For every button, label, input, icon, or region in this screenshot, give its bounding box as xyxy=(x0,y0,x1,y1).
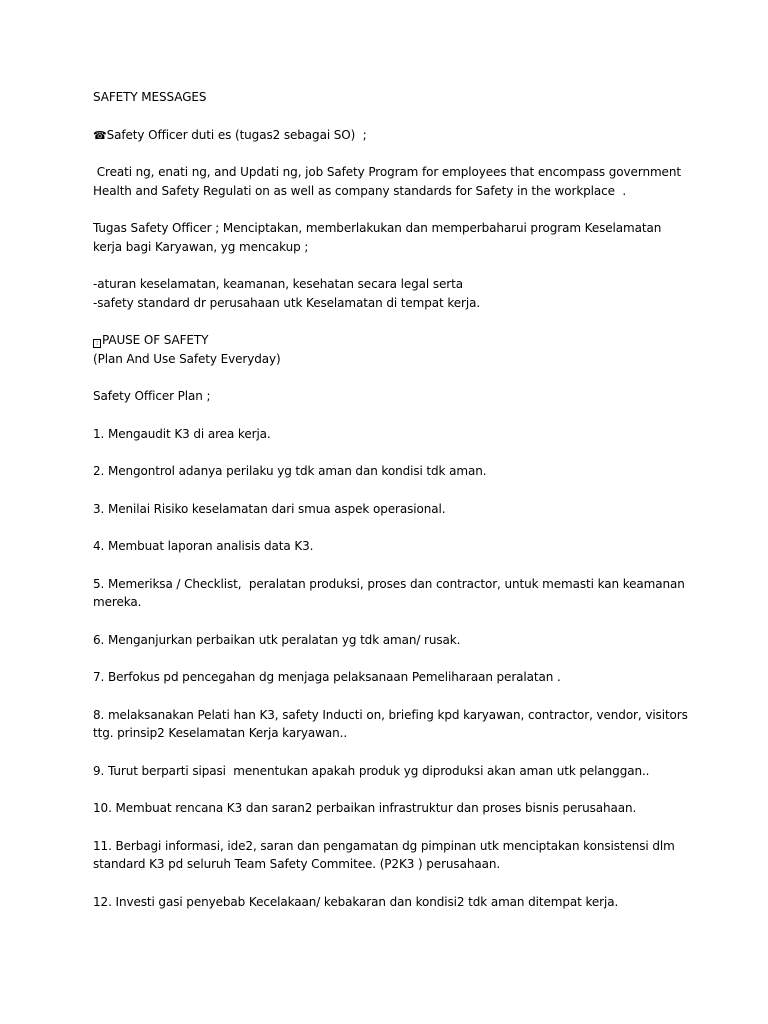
plan-item-7: 7. Berfokus pd pencegahan dg menjaga pelaksanaan Pemeliharaan peralatan . xyxy=(93,670,561,684)
plan-item-1: 1. Mengaudit K3 di area kerja. xyxy=(93,426,271,441)
pause-subheading: (Plan And Use Safety Everyday) xyxy=(93,351,281,366)
plan-item-11-line-1: 11. Berbagi informasi, ide2, saran dan pengamatan dg pimpinan utk menciptakan konsistensi dlm xyxy=(93,838,675,853)
document-heading: SAFETY MESSAGES xyxy=(93,90,207,104)
intro-en-line-1: Creati ng, enati ng, and Updati ng, job Safety Program for employees that encompass government xyxy=(93,165,681,179)
pause-heading-line xyxy=(93,331,683,350)
spacer xyxy=(93,406,683,425)
telephone-icon: ☎ xyxy=(93,128,107,142)
spacer xyxy=(93,780,683,799)
intro-en-line-2: Health and Safety Regulati on as well as company standards for Safety in the workplace . xyxy=(93,183,627,198)
plan-item-10: 10. Membuat rencana K3 dan saran2 perbaikan infrastruktur dan proses bisnis perusahaan. xyxy=(93,801,637,815)
spacer xyxy=(93,612,683,631)
spacer xyxy=(93,818,683,837)
spacer xyxy=(93,256,683,275)
spacer xyxy=(93,481,683,500)
spacer xyxy=(93,649,683,668)
intro-id-line-1: Tugas Safety Officer ; Menciptakan, memberlakukan dan memperbaharui program Keselamatan xyxy=(93,221,662,235)
plan-item-8-line-2: ttg. prinsip2 Keselamatan Kerja karyawan.. xyxy=(93,726,348,740)
spacer xyxy=(93,687,683,706)
spacer xyxy=(93,368,683,387)
pause-heading: PAUSE OF SAFETY xyxy=(102,333,209,347)
duties-heading: Safety Officer duti es (tugas2 sebagai SO) ; xyxy=(106,127,367,142)
plan-list xyxy=(93,425,688,912)
plan-heading: Safety Officer Plan ; xyxy=(93,389,211,403)
plan-item-4: 4. Membuat laporan analisis data K3. xyxy=(93,539,314,553)
plan-item-11-line-2: standard K3 pd seluruh Team Safety Commitee. (P2K3 ) perusahaan. xyxy=(93,857,501,871)
spacer xyxy=(93,107,683,126)
plan-item-3: 3. Menilai Risiko keselamatan dari smua aspek operasional. xyxy=(93,501,446,516)
intro-id-line-2: kerja bagi Karyawan, yg mencakup ; xyxy=(93,239,309,254)
spacer xyxy=(93,312,683,331)
spacer xyxy=(93,443,683,462)
plan-item-5-line-2: mereka. xyxy=(93,595,142,609)
spacer xyxy=(93,874,683,893)
document-page xyxy=(93,88,688,911)
boxed-glyph-icon: ⁝ xyxy=(93,339,101,348)
duties-heading-line xyxy=(93,126,683,145)
plan-item-6: 6. Menganjurkan perbaikan utk peralatan yg tdk aman/ rusak. xyxy=(93,632,461,647)
plan-item-2: 2. Mengontrol adanya perilaku yg tdk aman dan kondisi tdk aman. xyxy=(93,464,487,478)
scope-line-2: -safety standard dr perusahaan utk Keselamatan di tempat kerja. xyxy=(93,295,481,310)
plan-item-5-line-1: 5. Memeriksa / Checklist, peralatan produksi, proses dan contractor, untuk memasti kan keamanan xyxy=(93,576,685,591)
spacer xyxy=(93,518,683,537)
plan-item-12: 12. Investi gasi penyebab Kecelakaan/ kebakaran dan kondisi2 tdk aman ditempat kerja. xyxy=(93,894,619,909)
spacer xyxy=(93,144,683,163)
spacer xyxy=(93,743,683,762)
spacer xyxy=(93,200,683,219)
plan-item-9: 9. Turut berparti sipasi menentukan apakah produk yg diproduksi akan aman utk pelanggan.. xyxy=(93,763,650,778)
scope-line-1: -aturan keselamatan, keamanan, kesehatan secara legal serta xyxy=(93,277,463,291)
plan-item-8-line-1: 8. melaksanakan Pelati han K3, safety Inducti on, briefing kpd karyawan, contractor, vendor, visitors xyxy=(93,707,688,722)
spacer xyxy=(93,556,683,575)
